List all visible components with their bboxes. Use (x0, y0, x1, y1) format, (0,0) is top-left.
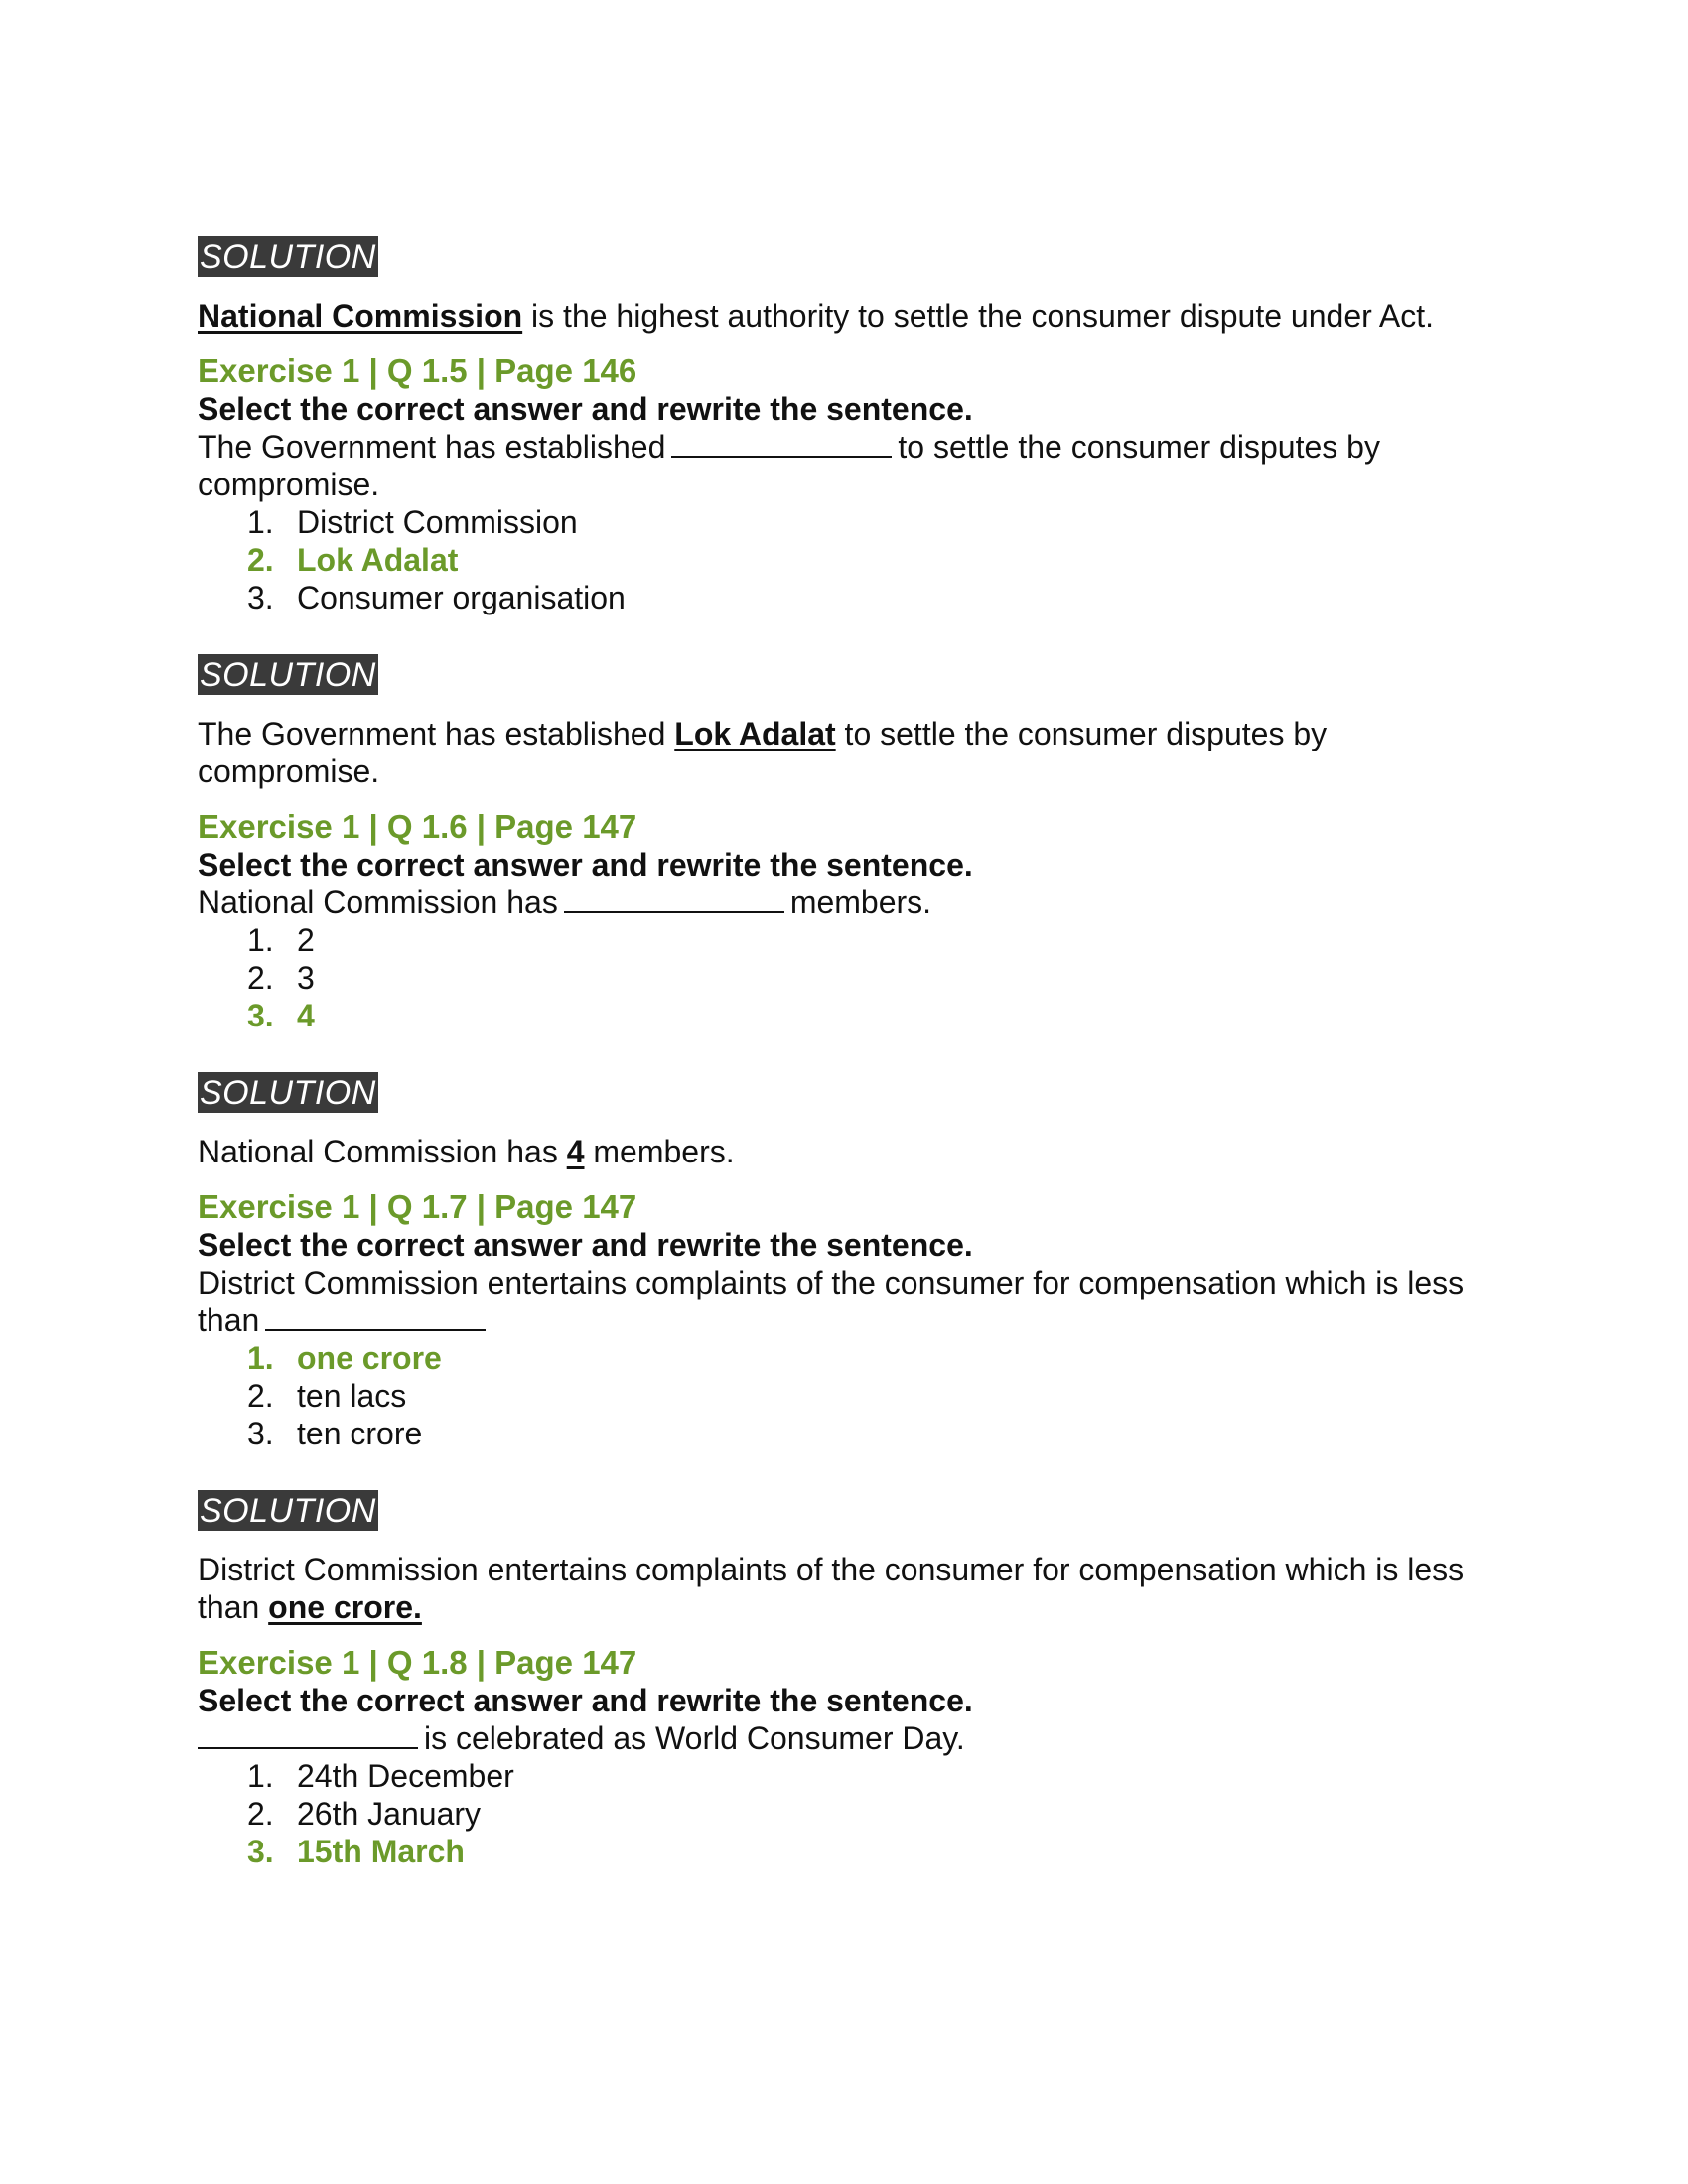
solution-answer: one crore. (268, 1589, 422, 1625)
option: 3. Consumer organisation (247, 580, 626, 615)
options-list (198, 921, 1508, 1034)
exercise-heading: Exercise 1 | Q 1.5 | Page 146 (198, 352, 637, 389)
question-after: to settle the consumer disputes by compromise. (198, 429, 1380, 502)
option-correct: 1. one crore (247, 1340, 442, 1376)
blank-line (564, 887, 784, 913)
option-correct: 3. 4 (247, 998, 315, 1033)
instruction: Select the correct answer and rewrite the sentence. (198, 391, 973, 427)
option-correct: 2. Lok Adalat (247, 542, 459, 578)
document-page (198, 236, 1508, 1870)
solution-block-4 (198, 1490, 1508, 1626)
option: 2. 26th January (247, 1796, 482, 1832)
option: 1. 2 (247, 922, 315, 958)
option: 1. 24th December (247, 1758, 514, 1794)
options-list (198, 1339, 1508, 1452)
question-1-8 (198, 1644, 1508, 1870)
question-text (198, 428, 1508, 503)
solution-answer: National Commission (198, 298, 523, 334)
question-before: The Government has established (198, 429, 666, 465)
solution-label: SOLUTION (200, 238, 376, 276)
instruction: Select the correct answer and rewrite the sentence. (198, 847, 973, 883)
instruction: Select the correct answer and rewrite the sentence. (198, 1683, 973, 1718)
option: 2. ten lacs (247, 1378, 407, 1414)
solution-block-2 (198, 654, 1508, 790)
option-correct: 3. 15th March (247, 1834, 465, 1869)
blank-line (671, 432, 892, 458)
question-text: District Commission entertains complaints of the consumer for compensation which is less than (198, 1265, 1465, 1338)
solution-block-3 (198, 1072, 1508, 1170)
exercise-heading: Exercise 1 | Q 1.8 | Page 147 (198, 1644, 637, 1681)
solution-label: SOLUTION (200, 656, 376, 694)
solution-label: SOLUTION (200, 1492, 376, 1530)
question-1-6 (198, 808, 1508, 1034)
solution-block-1 (198, 236, 1508, 335)
option: 2. 3 (247, 960, 315, 996)
solution-label: SOLUTION (200, 1074, 376, 1112)
solution-answer: 4 (566, 1134, 585, 1169)
instruction: Select the correct answer and rewrite the sentence. (198, 1227, 973, 1263)
question-text: is celebrated as World Consumer Day. (198, 1719, 1508, 1757)
blank-line (198, 1723, 418, 1749)
exercise-heading: Exercise 1 | Q 1.6 | Page 147 (198, 808, 637, 845)
question-1-7 (198, 1188, 1508, 1452)
options-list (198, 1757, 1508, 1870)
solution-text: National Commission has 4 members. (198, 1134, 735, 1169)
option: 1. District Commission (247, 504, 578, 540)
question-1-5 (198, 352, 1508, 616)
solution-text: The Government has established Lok Adalat to settle the consumer disputes by compromise. (198, 716, 1328, 789)
exercise-heading: Exercise 1 | Q 1.7 | Page 147 (198, 1188, 637, 1225)
solution-answer: Lok Adalat (674, 716, 836, 751)
solution-text: District Commission entertains complaints of the consumer for compensation which is less than one crore. (198, 1552, 1465, 1625)
options-list (198, 503, 1508, 616)
solution-text (198, 297, 1508, 335)
solution-rest: is the highest authority to settle the consumer dispute under Act. (522, 298, 1435, 334)
blank-line (265, 1305, 486, 1331)
question-text: National Commission has members. (198, 885, 932, 920)
option: 3. ten crore (247, 1416, 423, 1451)
